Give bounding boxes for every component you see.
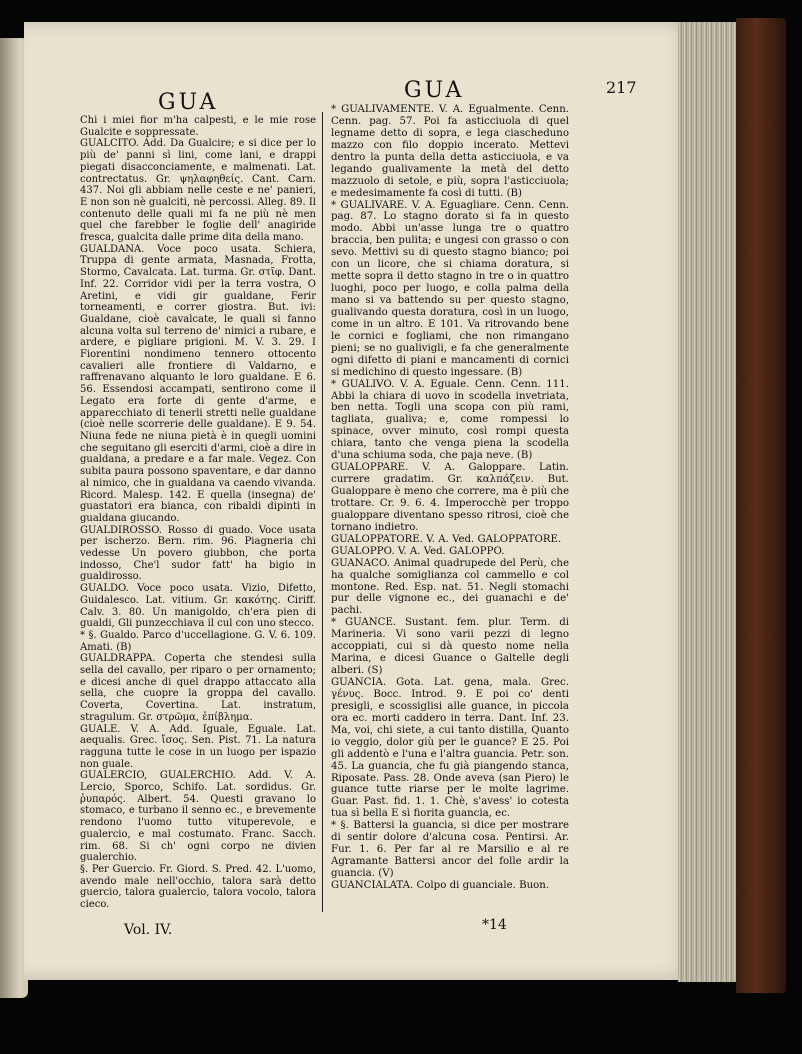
left-column <box>80 115 316 911</box>
right-column <box>331 104 569 892</box>
volume-label: Vol. IV. <box>124 922 173 938</box>
entry: * GUALIVARE. V. A. Eguagliare. Cenn. Cenn. pag. 87. Lo stagno dorato si fa in questo modo. Abbi un'asse lunga tre o quattro braccia, ben pulita; e ungesi con grasso o con sevo. Mettivi su di questo stagno bianco; poi con un licore, che si chiama doratura, si mette sopra il detto stagno in tre o in quattro luoghi, poco per luogo, e colla palma della mano si va battendo su per questo stagno, gualivando questa doratura, così in un luogo, come in un altro. E 101. Va ritrovando bene le cornici e fogliami, che non rimangano pieni; se no gualivigli, e fa che generalmente ogni difetto di piani e mancamenti di cornici si medichino di questo ingessare. (B) <box>331 199 569 378</box>
entry: GUANACO. Animal quadrupede del Perù, che ha qualche somiglianza col cammello e col montone. Red. Esp. nat. 51. Negli stomachi pur delle vignone ec., dei guanachi e de' pachi. <box>331 557 569 617</box>
entry: GUALOPPATORE. V. A. Ved. GALOPPATORE. <box>331 533 562 545</box>
entry: GUANCIALATA. Colpo di guanciale. Buon. <box>331 879 550 891</box>
entry: GUALCITO. Add. Da Gualcire; e si dice per lo più de' panni sì lini, come lani, e drappi piegati disacconciamente, e malmenati. Lat. contrectatus. Gr. ψηλαφηθείς. Cant. Carn. 437. Noi gli abbiam nelle ceste e ne' panieri, E non son nè gualciti, nè percossi. Alleg. 89. Il contenuto delle quali mi fa ne più nè men quel che farebber le foglie dell' anagiride fresca, gualcita dalle prime dita della mano. <box>80 138 316 244</box>
signature-mark: *14 <box>482 917 507 933</box>
entry: * §. Gualdo. Parco d'uccellagione. G. V. 6. 109. Amati. (B) <box>80 629 316 653</box>
entry: GUALE. V. A. Add. Iguale, Eguale. Lat. aequalis. Grec. ἴσος. Sen. Pist. 71. La natura ragguna tutte le cose in un luogo per ispazio non guale. <box>80 723 316 770</box>
page-block-edge <box>678 22 738 982</box>
entry: §. Per Guercio. Fr. Giord. S. Pred. 42. L'uomo, avendo male nell'occhio, talora sarà detto guercio, talora gualercio, talora vocolo, talora cieco. <box>80 864 316 911</box>
entry: GUALDRAPPA. Coperta che stendesi sulla sella del cavallo, per riparo o per ornamento; e dicesi anche di quel drappo attaccato alla sella, che cuopre la groppa del cavallo. Coverta, Covertina. Lat. instratum, stragulum. Gr. στρῶμα, ἐπίβλημα. <box>80 653 316 723</box>
page-number: 217 <box>606 78 637 97</box>
entry: GUALDO. Voce poco usata. Vizio, Difetto, Guidalesco. Lat. vitium. Gr. κακότης. Ciriff. Calv. 3. 80. Un manigoldo, ch'era pien di gualdi, Gli punzecchiava il cul con uno stecco. <box>80 583 316 630</box>
entry: * GUALIVO. V. A. Eguale. Cenn. Cenn. 111. Abbi la chiara di uovo in scodella invetriata, ben netta. Togli una scopa con più rami, tagliata, gualiva; e, come rompessi lo spinace, ovver minuto, così rompi questa chiara, tanto che venga piena la scodella d'una schiuma soda, che paja neve. (B) <box>331 378 569 462</box>
running-head-right: GUA <box>404 78 465 103</box>
entry: * GUANCE. Sustant. fem. plur. Term. di Marineria. Vi sono varii pezzi di legno accoppiati, cui si dà questo nome nella Marina, e dicesi Guance o Galtelle degli alberi. (S) <box>331 617 569 677</box>
entry: GUANCIA. Gota. Lat. gena, mala. Grec. γένυς. Bocc. Introd. 9. E poi co' denti presigli, e scossiglisi alle guance, in piccola ora ec. morti caddero in terra. Dant. Inf. 23. Ma, voi, chi siete, a cui tanto distilla, Quanto io veggio, dolor giù per le guance? E 25. Poi gli addentò e l'una e l'altra guancia. Petr. son. 45. La guancia, che fu già piangendo stanca, Riposate. Pass. 28. Onde aveva (san Piero) le guance tutte riarse per le molte lagrime. Guar. Past. fid. 1. 1. Chè, s'avess' io cotesta tua sì bella E sì fiorita guancia, ec. <box>331 677 569 820</box>
entry: GUALOPPARE. V. A. Galoppare. Latin. currere gradatim. Gr. καλπάζειν. But. Gualoppare è meno che correre, ma è più che trottare. Cr. 9. 6. 4. Imperocchè per troppo gualoppare diventano spesso ritrosi, cioè che tornano indietro. <box>331 462 569 533</box>
running-head-left: GUA <box>158 90 219 115</box>
entry: GUALOPPO. V. A. Ved. GALOPPO. <box>331 545 505 557</box>
book-cover-edge <box>736 18 786 993</box>
entry: GUALDANA. Voce poco usata. Schiera, Truppa di gente armata, Masnada, Frotta, Stormo, Cavalcata. Lat. turma. Gr. στῖφ. Dant. Inf. 22. Corridor vidi per la terra vostra, O Aretini, e vidi gir gualdane, Ferir torneamenti, e correr giostra. But. ivi: Gualdane, cioè cavalcate, le quali si fanno alcuna volta sul terreno de' nimici a rubare, e ardere, e pigliare prigioni. M. V. 3. 29. I Fiorentini nondimeno tennero ottocento cavalieri alle frontiere di Valdarno, e raffrenavano alquanto le loro gualdane. E 6. 56. Essendosi accampati, sentirono come il Legato era forte di gente d'arme, e apparecchiato di tenerli stretti nelle gualdane (cioè nelle scorrerie delle gualdane). E 9. 54. Niuna fede ne niuna pietà è in quegli uomini che seguitano gli eserciti d'armi, cioè a dire in gualdana, a predare e a far male. Vegez. Con subita paura possono spaventare, e dar danno al nimico, che in gualdana va caendo vivanda. Ricord. Malesp. 142. E quella (insegna) de' guastatori era bianca, con ribaldi dipinti in gualdana giucando. <box>80 243 316 524</box>
column-divider <box>322 112 323 912</box>
entry: * §. Battersi la guancia, si dice per mostrare di sentir dolore d'alcuna cosa. Pentirsi. Ar. Fur. 1. 6. Per far al re Marsilio e al re Agramante Battersi ancor del folle ardir la guancia. (V) <box>331 820 569 879</box>
entry: Chi i miei fior m'ha calpesti, e le mie rose Gualcite e soppressate. <box>80 115 316 138</box>
entry: GUALDIROSSO. Rosso di guado. Voce usata per ischerzo. Bern. rim. 96. Piagneria chi vedesse Un povero giubbon, che porta indosso, Che'l sudor fatt' ha bigio in gualdirosso. <box>80 524 316 583</box>
entry: * GUALIVAMENTE. V. A. Egualmente. Cenn. Cenn. pag. 57. Poi fa asticciuola di quel legname detto di sopra, e lega ciascheduno mazzo con filo doppio incerato. Mettevi dentro la punta della detta asticciuola, e va legando gualivamente la metà del detto mazzuolo di setole, e più, sopra l'asticciuola; e medesimamente fa così di tutti. (B) <box>331 104 569 199</box>
entry: GUALERCIO, GUALERCHIO. Add. V. A. Lercio, Sporco, Schifo. Lat. sordidus. Gr. ῥυπαρός. Albert. 54. Questi gravano lo stomaco, e turbano il senno ec., e brevemente rendono l'uomo tutto vituperevole, e gualercio, e mal costumato. Franc. Sacch. rim. 68. Si ch' ogni corpo ne divien gualerchio. <box>80 770 316 864</box>
